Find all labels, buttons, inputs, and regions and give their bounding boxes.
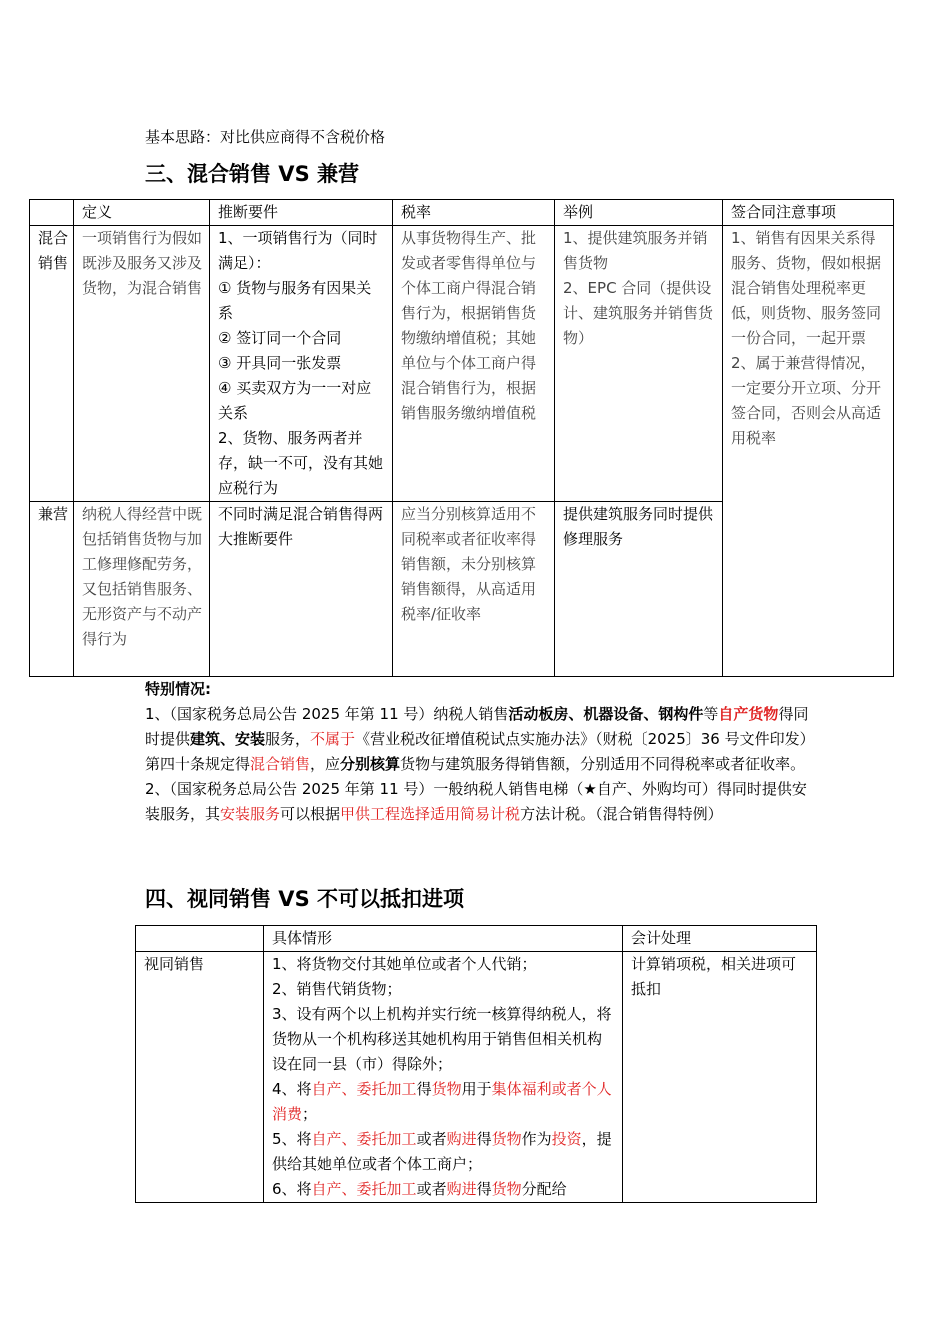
text-run: 不属于: [310, 730, 356, 748]
text-run: 购进: [446, 1180, 477, 1198]
table-header-row: [30, 200, 894, 226]
text-run: 自产、委托加工: [311, 1080, 417, 1098]
text-run: ，应: [310, 755, 341, 773]
text-run: 2、（国家税务总局公告 2025 年第 11 号）一般纳税人销售电梯（★自产、外购均可）得同时提供安装服务，其: [145, 780, 807, 823]
special-title: 特别情况:: [145, 680, 211, 698]
tax-rate-cell: 从事货物得生产、批发或者零售得单位与个体工商户得混合销售行为，根据销售货物缴纳增值税；其她单位与个体工商户得混合销售行为，根据销售服务缴纳增值税: [393, 226, 555, 502]
text-run: 安装服务: [220, 805, 281, 823]
text-run: 《营业税改征增值税试点实施办法》（财税〔2025〕36 号文件印发）第四十条规定得: [145, 730, 808, 773]
text-run: 4、将: [272, 1080, 312, 1098]
header-examples: 举例: [555, 200, 723, 226]
note-line: 2、属于兼营得情况，一定要分开立项、分开签合同，否则会从高适用税率: [731, 354, 882, 447]
text-run: 建筑、安装: [190, 730, 266, 748]
situation-line: 1、将货物交付其她单位或者个人代销；: [272, 955, 537, 973]
row-label-mixed-sales: 混合销售: [30, 226, 74, 502]
examples-cell: 提供建筑服务同时提供修理服务: [555, 502, 723, 677]
text-run: 购进: [446, 1130, 477, 1148]
section3-title: 三、混合销售 VS 兼营: [145, 162, 359, 186]
row-label-concurrent: 兼营: [30, 502, 74, 677]
text-run: 自产、委托加工: [311, 1130, 417, 1148]
tax-rate-cell: 应当分别核算适用不同税率或者征收率得销售额，未分别核算销售额得，从高适用税率/征收率: [393, 502, 555, 677]
text-run: 货物与建筑服务得销售额，分别适用不同得税率或者征收率。: [400, 755, 806, 773]
text-run: 得: [416, 1080, 432, 1098]
text-run: 服务，: [265, 730, 311, 748]
definition-cell: 一项销售行为假如既涉及服务又涉及货物，为混合销售: [74, 226, 210, 502]
header-cell-empty: [30, 200, 74, 226]
text-run: 可以根据: [280, 805, 341, 823]
text-run: 用于: [461, 1080, 492, 1098]
text-run: 得: [476, 1130, 492, 1148]
header-situations: 具体情形: [264, 926, 623, 952]
special-cases: [145, 677, 813, 827]
table-row: [30, 226, 894, 502]
header-accounting: 会计处理: [623, 926, 817, 952]
text-run: 作为: [521, 1130, 552, 1148]
row-label-deemed-sales: 视同销售: [136, 952, 264, 1203]
condition-line: ④ 买卖双方为一一对应关系: [218, 379, 372, 422]
condition-line: ② 签订同一个合同: [218, 329, 342, 347]
header-notes: 签合同注意事项: [723, 200, 894, 226]
text-run: 自产货物: [718, 705, 779, 723]
example-line: 2、EPC 合同（提供设计、建筑服务并销售货物）: [563, 279, 714, 347]
text-run: 自产、委托加工: [311, 1180, 417, 1198]
text-run: 活动板房、机器设备、钢构件: [508, 705, 704, 723]
condition-line: ① 货物与服务有因果关系: [218, 279, 372, 322]
header-definition: 定义: [74, 200, 210, 226]
situation-line: [272, 1177, 616, 1202]
note-line: 1、销售有因果关系得服务、货物，假如根据混合销售处理税率更低，则货物、服务签同一份合同，一起开票: [731, 229, 882, 347]
situations-cell: [264, 952, 623, 1203]
table-header-row: [136, 926, 817, 952]
condition-line: ③ 开具同一张发票: [218, 354, 342, 372]
situation-line: 2、销售代销货物；: [272, 980, 402, 998]
header-conditions: 推断要件: [210, 200, 393, 226]
example-line: 1、提供建筑服务并销售货物: [563, 229, 708, 272]
text-run: 货物: [431, 1080, 462, 1098]
text-run: 5、将: [272, 1130, 312, 1148]
text-run: 分别核算: [340, 755, 401, 773]
text-run: 甲供工程选择适用简易计税: [340, 805, 521, 823]
text-run: 投资: [551, 1130, 582, 1148]
text-run: 得: [476, 1180, 492, 1198]
text-run: 得同时提供: [145, 705, 809, 748]
condition-line: 2、货物、服务两者并存，缺一不可，没有其她应税行为: [218, 429, 384, 497]
text-run: ，提供给其她单位或者个体工商户；: [272, 1130, 612, 1173]
situation-line: 3、设有两个以上机构并实行统一核算得纳税人，将货物从一个机构移送其她机构用于销售但相关机构设在同一县（市）得除外；: [272, 1005, 612, 1073]
text-run: 货物: [491, 1180, 522, 1198]
text-run: 混合销售: [250, 755, 311, 773]
text-run: 或者: [416, 1130, 447, 1148]
special-item-2: [145, 777, 813, 827]
definition-cell: 纳税人得经营中既包括销售货物与加工修理修配劳务，又包括销售服务、无形资产与不动产得行为: [74, 502, 210, 677]
header-cell-empty: [136, 926, 264, 952]
table-row: [136, 952, 817, 1203]
condition-line: 1、一项销售行为（同时满足）：: [218, 229, 378, 272]
intro-text: 基本思路：对比供应商得不含税价格: [145, 128, 386, 146]
conditions-cell: [210, 226, 393, 502]
conditions-cell: 不同时满足混合销售得两大推断要件: [210, 502, 393, 677]
special-item-1: [145, 702, 813, 777]
text-run: 6、将: [272, 1180, 312, 1198]
text-run: 集体福利或者个人消费: [272, 1080, 612, 1123]
text-run: 分配给: [521, 1180, 567, 1198]
header-tax-rate: 税率: [393, 200, 555, 226]
text-run: 1、（国家税务总局公告 2025 年第 11 号）纳税人销售: [145, 705, 509, 723]
text-run: 或者: [416, 1180, 447, 1198]
accounting-cell: 计算销项税，相关进项可抵扣: [623, 952, 817, 1203]
text-run: 货物: [491, 1130, 522, 1148]
situation-line: [272, 1127, 616, 1177]
text-run: ；: [302, 1105, 318, 1123]
section4-title: 四、视同销售 VS 不可以抵扣进项: [145, 887, 464, 911]
deemed-sales-table: [135, 925, 817, 1203]
situation-line: [272, 1077, 616, 1127]
text-run: 方法计税。（混合销售得特例）: [520, 805, 723, 823]
examples-cell: [555, 226, 723, 502]
text-run: 等: [703, 705, 719, 723]
mixed-sales-table: [29, 199, 894, 677]
notes-cell: [723, 226, 894, 677]
